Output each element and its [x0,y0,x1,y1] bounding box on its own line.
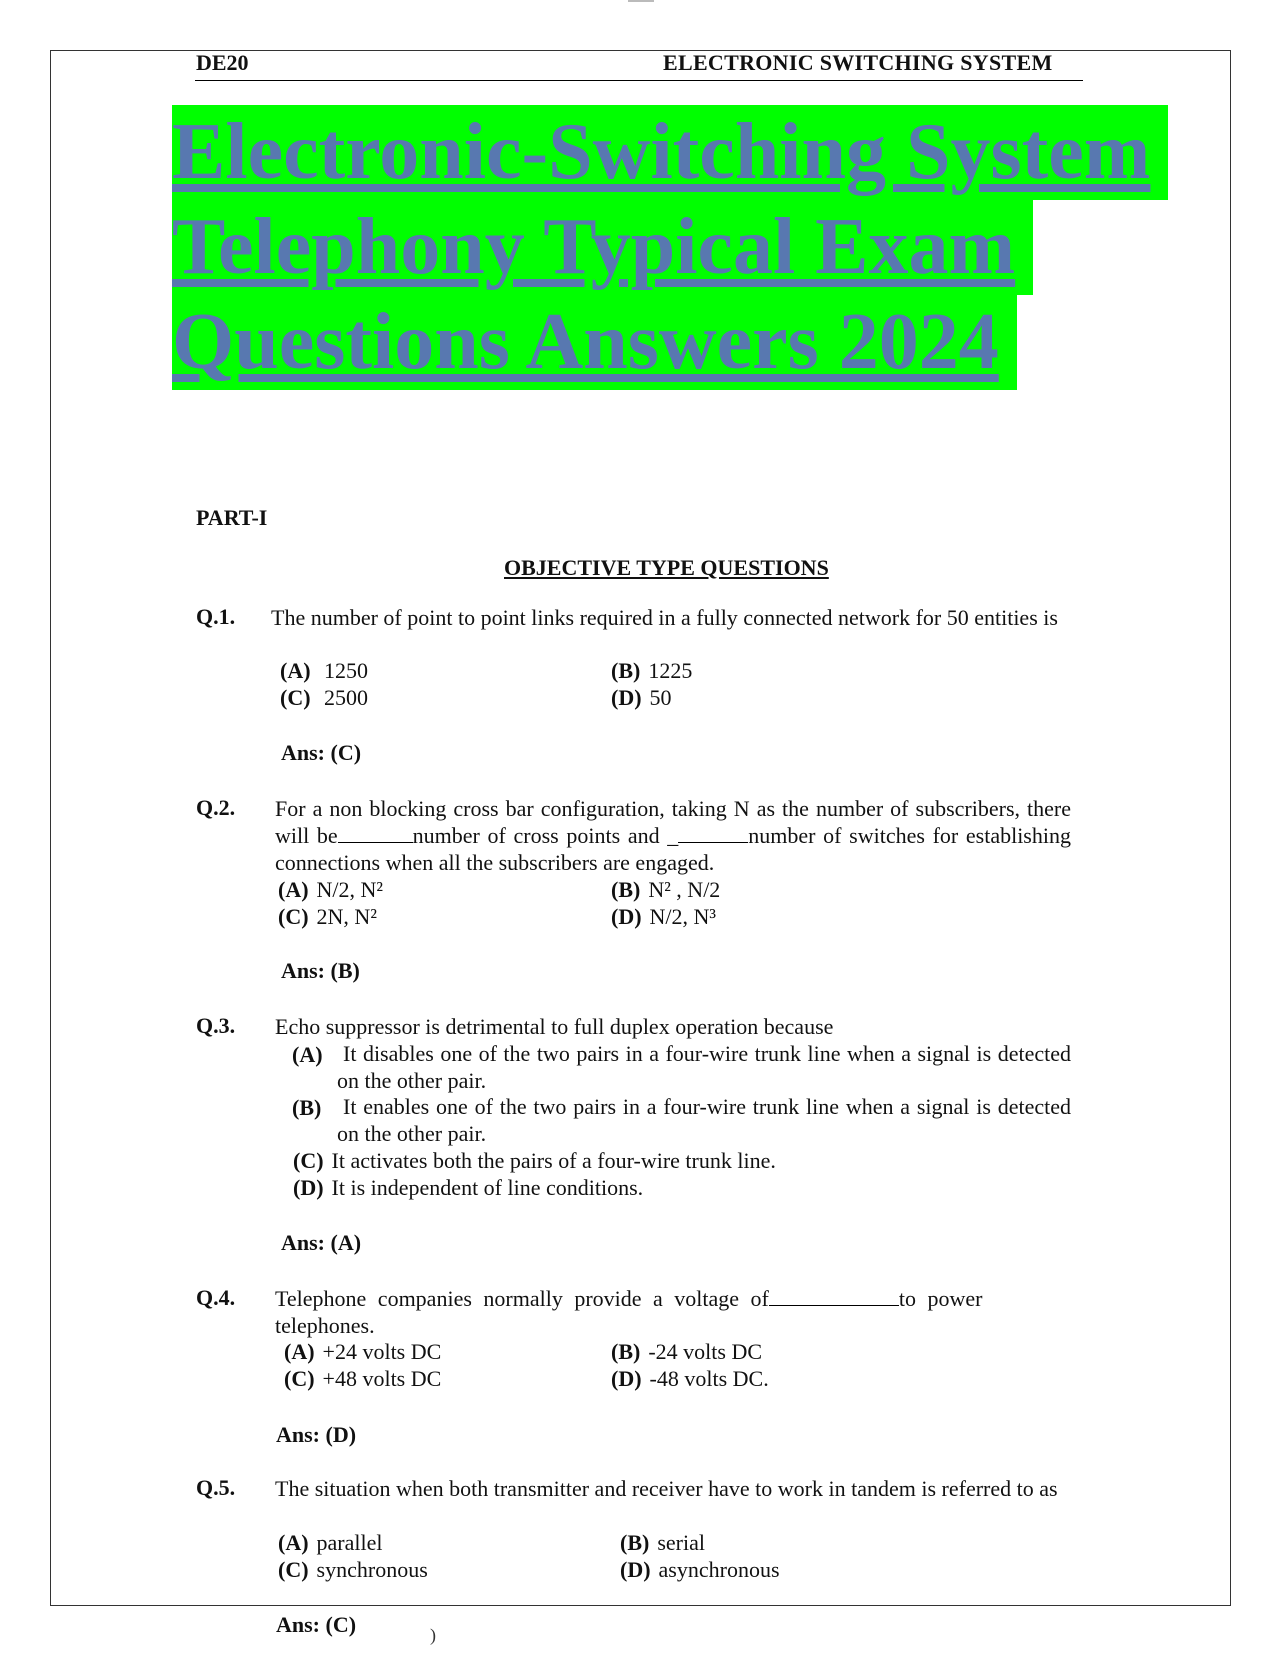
option-c: (C) synchronous [278,1557,428,1582]
header-rule [195,80,1083,81]
top-mark [628,0,654,2]
title-line-1: Electronic-Switching System [172,105,1168,200]
blank-line [678,824,748,843]
option-c: (C) 2N, N² [278,904,377,929]
answer: Ans: (C) [276,1612,357,1637]
option-d: (D) -48 volts DC. [611,1366,769,1391]
blank-line [338,824,413,843]
question-number: Q.3. [196,1013,236,1038]
option-a: (A) 1250 [280,658,369,683]
option-b: (B) serial [620,1530,705,1555]
option-a-text: It disables one of the two pairs in a four-wire trunk line when a signal is detected on the other pair. [337,1041,1071,1093]
option-c: (C) 2500 [280,685,369,710]
question-text: The situation when both transmitter and receiver have to work in tandem is referred to as [275,1476,1058,1501]
part-heading: PART-I [196,505,268,530]
answer: Ans: (A) [281,1230,362,1255]
option-d: (D) 50 [611,685,672,710]
question-number: Q.2. [196,795,236,820]
header-code: DE20 [196,50,249,75]
option-c: (C) It activates both the pairs of a four-wire trunk line. [293,1148,776,1173]
header-subject: ELECTRONIC SWITCHING SYSTEM [663,50,1053,75]
option-b: (B) -24 volts DC [611,1339,763,1364]
option-c: (C) +48 volts DC [284,1366,442,1391]
option-b: (B) N² , N/2 [611,877,721,902]
blank-line [769,1287,899,1306]
question-number: Q.4. [196,1285,236,1310]
option-a: (A) N/2, N² [278,877,384,902]
option-b: (B) 1225 [611,658,693,683]
section-title: OBJECTIVE TYPE QUESTIONS [504,555,829,580]
answer: Ans: (C) [281,740,362,765]
option-a: (A) parallel [278,1530,383,1555]
question-text: The number of point to point links required in a fully connected network for 50 entities is [271,605,1058,630]
title-line-3: Questions Answers 2024 [172,295,1017,390]
stray-mark: ) [430,1625,436,1645]
option-b-text: It enables one of the two pairs in a four-wire trunk line when a signal is detected on the other pair. [337,1094,1071,1146]
option-a: (A) +24 volts DC [284,1339,442,1364]
question-text: Echo suppressor is detrimental to full duplex operation because [275,1014,834,1039]
option-d: (D) N/2, N³ [611,904,717,929]
question-number: Q.5. [196,1475,236,1500]
option-d: (D) asynchronous [620,1557,780,1582]
question-text: For a non blocking cross bar configuration, taking N as the number of subscribers, there will be number of cross points and _ number of switches for establishing connections when all the subscribers are engaged. [275,796,1071,875]
answer: Ans: (D) [276,1422,357,1447]
option-d: (D) It is independent of line conditions. [293,1175,644,1200]
option-a-key: (A) [292,1042,323,1067]
question-number: Q.1. [196,604,236,629]
option-b-key: (B) [292,1095,322,1120]
title-line-2: Telephony Typical Exam [172,200,1033,295]
question-text: Telephone companies normally provide a voltage of to power telephones. [275,1286,983,1338]
answer: Ans: (B) [281,958,360,983]
